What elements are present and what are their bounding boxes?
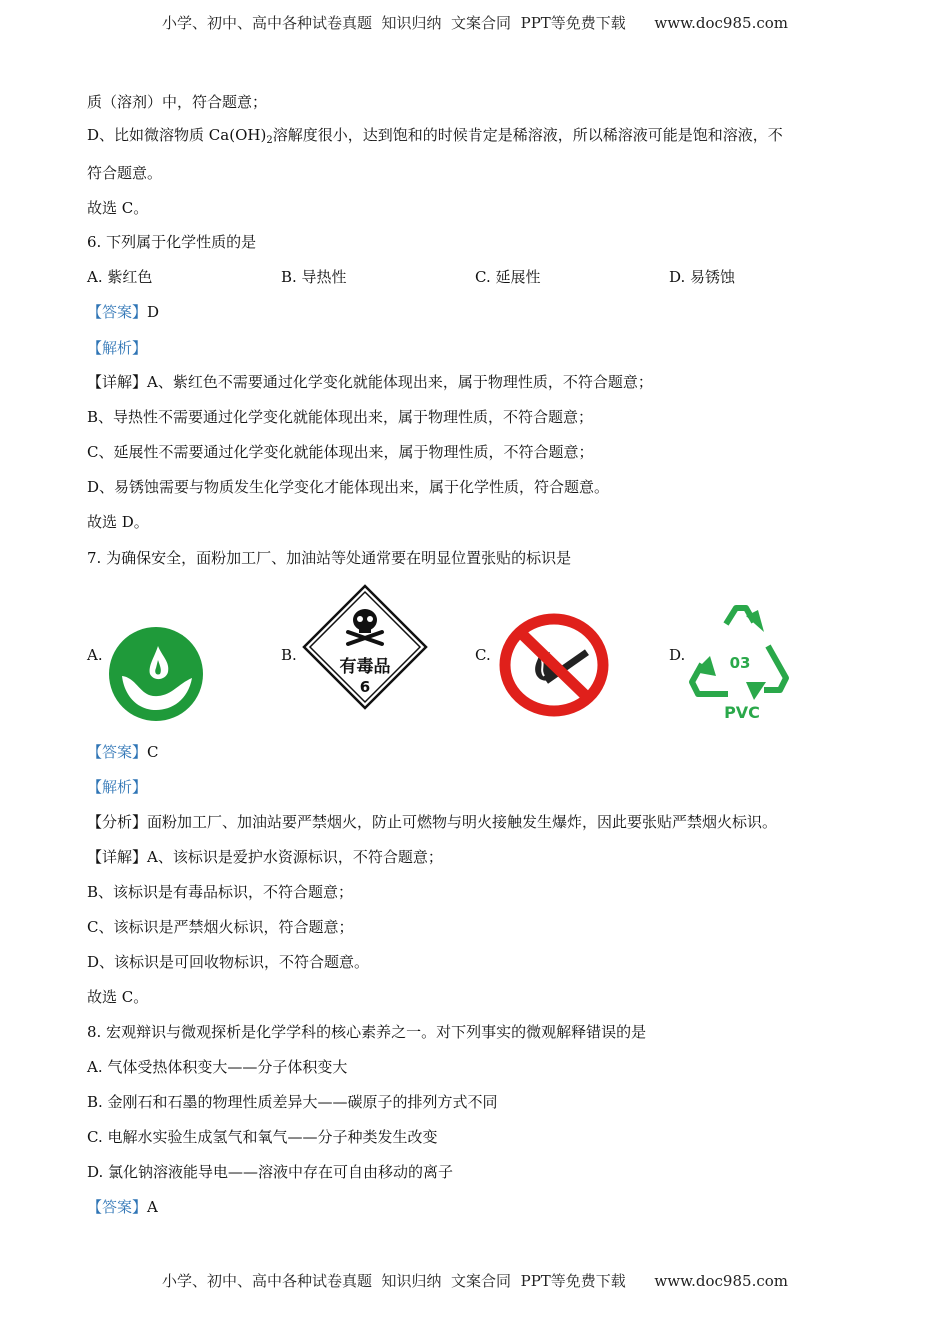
answer-tag: 【答案】 bbox=[87, 743, 148, 761]
recycle-material: PVC bbox=[724, 703, 760, 722]
q6-choice: 故选 D。 bbox=[87, 513, 149, 531]
q5-d-line2: 符合题意。 bbox=[87, 164, 163, 182]
no-open-flame-sign-icon bbox=[498, 612, 610, 718]
q5-d-part1: D、比如微溶物质 Ca(OH) bbox=[87, 126, 267, 144]
page-header: 小学、初中、高中各种试卷真题 知识归纳 文案合同 PPT等免费下载 www.doc985.com bbox=[161, 14, 788, 32]
q7-analysis-tag: 【解析】 bbox=[87, 778, 148, 796]
fenxi-tag: 【分析】 bbox=[87, 813, 148, 831]
q5-choice: 故选 C。 bbox=[87, 199, 149, 217]
q5-d-part2: 溶解度很小，达到饱和的时候肯定是稀溶液，所以稀溶液可能是饱和溶液，不 bbox=[272, 126, 783, 144]
recycle-pvc-sign-icon bbox=[688, 602, 794, 724]
q8-stem: 8. 宏观辩识与微观探析是化学学科的核心素养之一。对下列事实的微观解释错误的是 bbox=[87, 1023, 647, 1041]
q6-option-b: B. 导热性 bbox=[281, 268, 347, 286]
q5-option-d bbox=[87, 125, 783, 151]
q8-answer bbox=[87, 1197, 158, 1217]
q7-label-d: D. bbox=[669, 646, 686, 664]
q6-detail-d: D、易锈蚀需要与物质发生化学变化才能体现出来，属于化学性质，符合题意。 bbox=[87, 478, 610, 496]
q6-detail-b: B、导热性不需要通过化学变化就能体现出来，属于物理性质，不符合题意； bbox=[87, 408, 594, 426]
q6-answer bbox=[87, 302, 159, 322]
answer-tag: 【答案】 bbox=[87, 1198, 148, 1216]
q6-option-d: D. 易锈蚀 bbox=[669, 268, 736, 286]
q6-detail-c: C、延展性不需要通过化学变化就能体现出来，属于物理性质，不符合题意； bbox=[87, 443, 594, 461]
answer-value: A bbox=[147, 1198, 158, 1216]
q5-d-subscript: 2 bbox=[266, 135, 273, 146]
q7-detail-d: D、该标识是可回收物标识，不符合题意。 bbox=[87, 953, 370, 971]
q7-label-c: C. bbox=[475, 646, 491, 664]
q6-option-c: C. 延展性 bbox=[475, 268, 541, 286]
detail-text: A、该标识是爱护水资源标识，不符合题意； bbox=[147, 848, 443, 866]
detail-tag: 【详解】 bbox=[87, 373, 148, 391]
q7-detail-b: B、该标识是有毒品标识，不符合题意； bbox=[87, 883, 354, 901]
fenxi-text: 面粉加工厂、加油站要严禁烟火，防止可燃物与明火接触发生爆炸，因此要张贴严禁烟火标识。 bbox=[147, 813, 778, 831]
answer-tag: 【答案】 bbox=[87, 303, 148, 321]
detail-tag: 【详解】 bbox=[87, 848, 148, 866]
q7-fenxi bbox=[87, 812, 777, 832]
q7-stem: 7. 为确保安全，面粉加工厂、加油站等处通常要在明显位置张贴的标识是 bbox=[87, 549, 572, 567]
q7-detail-a bbox=[87, 847, 443, 867]
q8-option-c: C. 电解水实验生成氢气和氧气——分子种类发生改变 bbox=[87, 1128, 438, 1146]
answer-value: C bbox=[147, 743, 159, 761]
q7-label-a: A. bbox=[87, 646, 103, 664]
toxic-sign-label: 有毒品 bbox=[339, 657, 391, 677]
q8-option-a: A. 气体受热体积变大——分子体积变大 bbox=[87, 1058, 348, 1076]
toxic-substance-sign-icon bbox=[302, 584, 428, 710]
answer-value: D bbox=[147, 303, 160, 321]
q6-stem: 6. 下列属于化学性质的是 bbox=[87, 233, 257, 251]
toxic-sign-class: 6 bbox=[359, 678, 371, 696]
detail-text: A、紫红色不需要通过化学变化就能体现出来，属于物理性质，不符合题意； bbox=[147, 373, 653, 391]
q8-option-d: D. 氯化钠溶液能导电——溶液中存在可自由移动的离子 bbox=[87, 1163, 454, 1181]
water-conservation-sign-icon bbox=[108, 626, 204, 722]
q6-analysis-tag: 【解析】 bbox=[87, 339, 148, 357]
q7-label-b: B. bbox=[281, 646, 297, 664]
recycle-code: 03 bbox=[729, 654, 751, 672]
q7-choice: 故选 C。 bbox=[87, 988, 149, 1006]
q5-line: 质（溶剂）中，符合题意； bbox=[87, 93, 268, 111]
page-footer: 小学、初中、高中各种试卷真题 知识归纳 文案合同 PPT等免费下载 www.doc985.com bbox=[161, 1272, 788, 1290]
q8-option-b: B. 金刚石和石墨的物理性质差异大——碳原子的排列方式不同 bbox=[87, 1093, 498, 1111]
q7-detail-c: C、该标识是严禁烟火标识，符合题意； bbox=[87, 918, 354, 936]
q6-detail-a bbox=[87, 372, 653, 392]
q6-option-a: A. 紫红色 bbox=[87, 268, 153, 286]
q7-answer bbox=[87, 742, 159, 762]
